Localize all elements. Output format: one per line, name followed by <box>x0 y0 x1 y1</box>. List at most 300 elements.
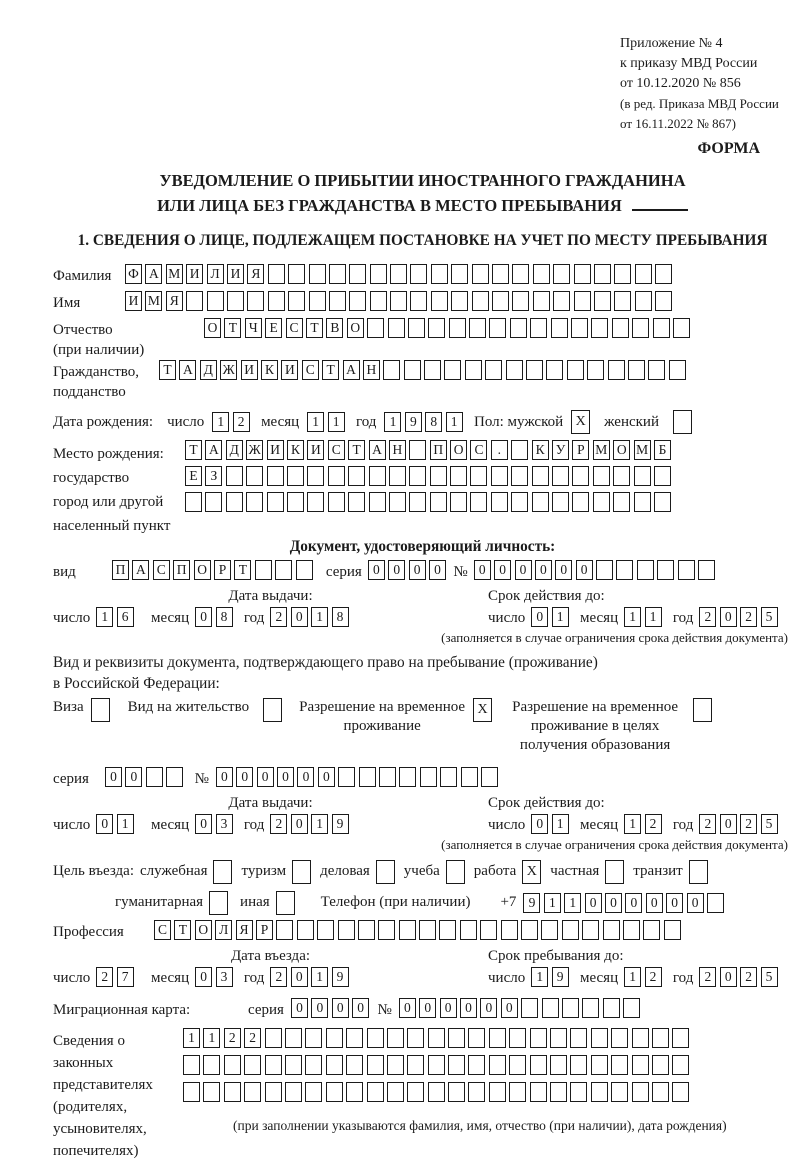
char-box[interactable] <box>628 360 645 380</box>
char-box[interactable]: 1 <box>183 1028 200 1048</box>
char-box[interactable]: 8 <box>332 607 349 627</box>
char-box[interactable]: 1 <box>96 607 113 627</box>
char-box[interactable] <box>491 466 508 486</box>
char-box[interactable]: 0 <box>585 893 602 913</box>
char-box[interactable] <box>542 998 559 1018</box>
char-box[interactable] <box>389 466 406 486</box>
char-box[interactable] <box>521 920 538 940</box>
char-box[interactable] <box>285 1082 302 1102</box>
char-box[interactable] <box>203 1055 220 1075</box>
char-box[interactable]: 1 <box>203 1028 220 1048</box>
char-box[interactable]: 2 <box>740 607 757 627</box>
char-box[interactable]: 2 <box>270 607 287 627</box>
char-box[interactable] <box>265 1028 282 1048</box>
char-box[interactable]: 2 <box>699 814 716 834</box>
char-box[interactable] <box>669 360 686 380</box>
char-box[interactable]: 9 <box>332 814 349 834</box>
char-box[interactable]: 3 <box>216 967 233 987</box>
char-box[interactable] <box>288 291 305 311</box>
char-box[interactable] <box>267 492 284 512</box>
char-box[interactable] <box>305 1028 322 1048</box>
char-box[interactable]: Н <box>389 440 406 460</box>
char-box[interactable]: Ф <box>125 264 142 284</box>
char-box[interactable] <box>489 1028 506 1048</box>
char-box[interactable] <box>460 920 477 940</box>
char-box[interactable] <box>430 492 447 512</box>
char-box[interactable] <box>450 466 467 486</box>
char-box[interactable] <box>349 291 366 311</box>
char-box[interactable]: 1 <box>446 412 463 432</box>
char-box[interactable] <box>428 1055 445 1075</box>
char-box[interactable] <box>591 1082 608 1102</box>
char-box[interactable] <box>387 1055 404 1075</box>
char-box[interactable] <box>227 291 244 311</box>
char-box[interactable]: 9 <box>332 967 349 987</box>
char-box[interactable]: Я <box>247 264 264 284</box>
char-box[interactable] <box>591 1028 608 1048</box>
char-box[interactable] <box>378 920 395 940</box>
char-box[interactable] <box>489 1055 506 1075</box>
char-box[interactable] <box>468 1082 485 1102</box>
char-box[interactable]: 1 <box>311 967 328 987</box>
char-box[interactable] <box>186 291 203 311</box>
char-box[interactable]: 2 <box>699 607 716 627</box>
char-box[interactable] <box>399 767 416 787</box>
char-box[interactable]: 0 <box>501 998 518 1018</box>
char-box[interactable]: 1 <box>212 412 229 432</box>
char-box[interactable]: 6 <box>117 607 134 627</box>
char-box[interactable] <box>553 291 570 311</box>
char-box[interactable] <box>648 360 665 380</box>
char-box[interactable] <box>603 920 620 940</box>
char-box[interactable] <box>407 1082 424 1102</box>
char-box[interactable] <box>611 1055 628 1075</box>
char-box[interactable] <box>309 291 326 311</box>
checkbox-humanitarian[interactable] <box>209 891 228 915</box>
char-box[interactable]: 2 <box>645 967 662 987</box>
char-box[interactable] <box>511 466 528 486</box>
char-box[interactable]: 0 <box>535 560 552 580</box>
char-box[interactable] <box>359 767 376 787</box>
char-box[interactable] <box>591 1055 608 1075</box>
char-box[interactable] <box>593 492 610 512</box>
char-box[interactable] <box>634 492 651 512</box>
char-box[interactable]: О <box>194 560 211 580</box>
char-box[interactable]: 0 <box>419 998 436 1018</box>
char-box[interactable] <box>506 360 523 380</box>
char-box[interactable]: Н <box>363 360 380 380</box>
char-box[interactable]: М <box>634 440 651 460</box>
char-box[interactable] <box>470 492 487 512</box>
char-box[interactable]: 1 <box>328 412 345 432</box>
char-box[interactable]: 0 <box>605 893 622 913</box>
char-box[interactable] <box>440 767 457 787</box>
char-box[interactable]: 0 <box>720 814 737 834</box>
char-box[interactable]: 0 <box>195 814 212 834</box>
char-box[interactable]: И <box>307 440 324 460</box>
char-box[interactable] <box>383 360 400 380</box>
char-box[interactable]: 0 <box>297 767 314 787</box>
checkbox-study[interactable] <box>446 860 465 884</box>
char-box[interactable]: 0 <box>555 560 572 580</box>
char-box[interactable]: А <box>179 360 196 380</box>
char-box[interactable]: 0 <box>646 893 663 913</box>
char-box[interactable] <box>655 291 672 311</box>
char-box[interactable] <box>205 492 222 512</box>
char-box[interactable]: К <box>261 360 278 380</box>
char-box[interactable] <box>594 291 611 311</box>
char-box[interactable]: С <box>470 440 487 460</box>
char-box[interactable]: П <box>173 560 190 580</box>
char-box[interactable] <box>552 492 569 512</box>
char-box[interactable] <box>326 1055 343 1075</box>
char-box[interactable] <box>428 1082 445 1102</box>
char-box[interactable]: 0 <box>291 967 308 987</box>
char-box[interactable]: Т <box>159 360 176 380</box>
char-box[interactable] <box>448 1082 465 1102</box>
char-box[interactable] <box>572 466 589 486</box>
char-box[interactable] <box>530 1055 547 1075</box>
char-box[interactable] <box>268 291 285 311</box>
char-box[interactable]: Т <box>185 440 202 460</box>
char-box[interactable]: 9 <box>552 967 569 987</box>
char-box[interactable] <box>285 1028 302 1048</box>
char-box[interactable]: 1 <box>564 893 581 913</box>
char-box[interactable] <box>562 998 579 1018</box>
char-box[interactable] <box>623 920 640 940</box>
char-box[interactable] <box>367 1028 384 1048</box>
char-box[interactable] <box>574 291 591 311</box>
char-box[interactable]: 0 <box>399 998 416 1018</box>
char-box[interactable]: А <box>369 440 386 460</box>
char-box[interactable] <box>532 466 549 486</box>
char-box[interactable] <box>572 492 589 512</box>
char-box[interactable]: П <box>112 560 129 580</box>
char-box[interactable]: Е <box>265 318 282 338</box>
char-box[interactable]: 8 <box>425 412 442 432</box>
char-box[interactable] <box>611 1028 628 1048</box>
char-box[interactable]: 0 <box>388 560 405 580</box>
char-box[interactable]: Т <box>322 360 339 380</box>
char-box[interactable] <box>390 291 407 311</box>
char-box[interactable] <box>431 291 448 311</box>
char-box[interactable] <box>428 318 445 338</box>
char-box[interactable]: М <box>166 264 183 284</box>
char-box[interactable]: М <box>145 291 162 311</box>
char-box[interactable] <box>509 1055 526 1075</box>
char-box[interactable]: Е <box>185 466 202 486</box>
char-box[interactable] <box>349 264 366 284</box>
char-box[interactable]: М <box>593 440 610 460</box>
char-box[interactable]: А <box>132 560 149 580</box>
char-box[interactable]: Т <box>224 318 241 338</box>
char-box[interactable] <box>530 1028 547 1048</box>
char-box[interactable] <box>707 893 724 913</box>
char-box[interactable]: Р <box>256 920 273 940</box>
char-box[interactable]: 5 <box>761 607 778 627</box>
char-box[interactable]: Ч <box>245 318 262 338</box>
char-box[interactable]: 0 <box>576 560 593 580</box>
char-box[interactable] <box>297 920 314 940</box>
char-box[interactable] <box>672 1082 689 1102</box>
char-box[interactable] <box>613 492 630 512</box>
char-box[interactable] <box>370 264 387 284</box>
char-box[interactable] <box>448 1055 465 1075</box>
char-box[interactable] <box>338 767 355 787</box>
char-box[interactable]: 7 <box>117 967 134 987</box>
checkbox-transit[interactable] <box>689 860 708 884</box>
char-box[interactable] <box>673 318 690 338</box>
char-box[interactable] <box>611 1082 628 1102</box>
char-box[interactable]: Д <box>200 360 217 380</box>
char-box[interactable] <box>652 1082 669 1102</box>
char-box[interactable] <box>553 264 570 284</box>
char-box[interactable] <box>512 264 529 284</box>
char-box[interactable]: 0 <box>216 767 233 787</box>
checkbox-male[interactable]: X <box>571 410 590 434</box>
char-box[interactable] <box>370 291 387 311</box>
char-box[interactable]: 2 <box>224 1028 241 1048</box>
char-box[interactable] <box>550 1028 567 1048</box>
char-box[interactable] <box>533 291 550 311</box>
char-box[interactable]: 8 <box>216 607 233 627</box>
char-box[interactable]: 0 <box>368 560 385 580</box>
char-box[interactable]: К <box>532 440 549 460</box>
char-box[interactable] <box>285 1055 302 1075</box>
char-box[interactable] <box>409 466 426 486</box>
char-box[interactable]: И <box>241 360 258 380</box>
char-box[interactable]: 1 <box>117 814 134 834</box>
char-box[interactable]: О <box>347 318 364 338</box>
char-box[interactable]: 0 <box>480 998 497 1018</box>
char-box[interactable] <box>582 998 599 1018</box>
char-box[interactable]: 0 <box>625 893 642 913</box>
char-box[interactable] <box>255 560 272 580</box>
checkbox-residence-permit[interactable] <box>263 698 282 722</box>
char-box[interactable]: 0 <box>257 767 274 787</box>
char-box[interactable] <box>550 1082 567 1102</box>
char-box[interactable] <box>655 264 672 284</box>
char-box[interactable] <box>346 1055 363 1075</box>
char-box[interactable]: 0 <box>236 767 253 787</box>
char-box[interactable] <box>635 264 652 284</box>
char-box[interactable] <box>501 920 518 940</box>
char-box[interactable] <box>613 466 630 486</box>
char-box[interactable] <box>439 920 456 940</box>
char-box[interactable] <box>420 767 437 787</box>
char-box[interactable]: Р <box>572 440 589 460</box>
char-box[interactable]: Л <box>215 920 232 940</box>
char-box[interactable]: 0 <box>666 893 683 913</box>
char-box[interactable]: 2 <box>270 814 287 834</box>
char-box[interactable] <box>632 1055 649 1075</box>
char-box[interactable] <box>637 560 654 580</box>
char-box[interactable]: 2 <box>740 967 757 987</box>
char-box[interactable] <box>541 920 558 940</box>
char-box[interactable] <box>449 318 466 338</box>
char-box[interactable]: 0 <box>291 814 308 834</box>
char-box[interactable] <box>652 1055 669 1075</box>
char-box[interactable] <box>183 1082 200 1102</box>
char-box[interactable]: 1 <box>311 607 328 627</box>
char-box[interactable] <box>652 1028 669 1048</box>
char-box[interactable]: 0 <box>440 998 457 1018</box>
char-box[interactable]: 2 <box>270 967 287 987</box>
checkbox-business[interactable] <box>376 860 395 884</box>
char-box[interactable]: 5 <box>761 967 778 987</box>
char-box[interactable] <box>369 466 386 486</box>
char-box[interactable] <box>472 291 489 311</box>
char-box[interactable] <box>268 264 285 284</box>
char-box[interactable]: 0 <box>195 607 212 627</box>
char-box[interactable] <box>246 492 263 512</box>
char-box[interactable]: С <box>153 560 170 580</box>
char-box[interactable]: 1 <box>307 412 324 432</box>
char-box[interactable]: 0 <box>277 767 294 787</box>
char-box[interactable]: 1 <box>624 607 641 627</box>
char-box[interactable]: 0 <box>96 814 113 834</box>
char-box[interactable] <box>369 492 386 512</box>
char-box[interactable]: 0 <box>318 767 335 787</box>
char-box[interactable] <box>379 767 396 787</box>
char-box[interactable]: Т <box>348 440 365 460</box>
char-box[interactable] <box>329 264 346 284</box>
char-box[interactable]: 0 <box>352 998 369 1018</box>
char-box[interactable] <box>492 291 509 311</box>
char-box[interactable] <box>224 1082 241 1102</box>
char-box[interactable]: 9 <box>405 412 422 432</box>
checkbox-temp-residence[interactable]: X <box>473 698 492 722</box>
char-box[interactable]: 0 <box>720 607 737 627</box>
char-box[interactable]: 0 <box>332 998 349 1018</box>
char-box[interactable]: . <box>491 440 508 460</box>
char-box[interactable] <box>431 264 448 284</box>
char-box[interactable] <box>428 1028 445 1048</box>
char-box[interactable]: 0 <box>105 767 122 787</box>
char-box[interactable] <box>389 492 406 512</box>
char-box[interactable]: 1 <box>384 412 401 432</box>
char-box[interactable] <box>511 440 528 460</box>
char-box[interactable] <box>265 1055 282 1075</box>
char-box[interactable] <box>526 360 543 380</box>
char-box[interactable] <box>481 767 498 787</box>
char-box[interactable]: 0 <box>409 560 426 580</box>
char-box[interactable] <box>367 318 384 338</box>
char-box[interactable] <box>408 318 425 338</box>
char-box[interactable] <box>546 360 563 380</box>
char-box[interactable]: 5 <box>761 814 778 834</box>
char-box[interactable] <box>530 1082 547 1102</box>
char-box[interactable] <box>614 291 631 311</box>
char-box[interactable]: 1 <box>544 893 561 913</box>
char-box[interactable] <box>616 560 633 580</box>
char-box[interactable] <box>632 318 649 338</box>
char-box[interactable] <box>570 1082 587 1102</box>
char-box[interactable] <box>450 492 467 512</box>
char-box[interactable]: 1 <box>552 607 569 627</box>
char-box[interactable] <box>307 492 324 512</box>
char-box[interactable] <box>468 1028 485 1048</box>
char-box[interactable] <box>509 1028 526 1048</box>
char-box[interactable] <box>512 291 529 311</box>
char-box[interactable]: Я <box>236 920 253 940</box>
char-box[interactable] <box>596 560 613 580</box>
char-box[interactable] <box>146 767 163 787</box>
checkbox-work[interactable]: X <box>522 860 541 884</box>
char-box[interactable] <box>593 466 610 486</box>
char-box[interactable] <box>448 1028 465 1048</box>
char-box[interactable]: 1 <box>311 814 328 834</box>
char-box[interactable] <box>166 767 183 787</box>
char-box[interactable] <box>570 1055 587 1075</box>
char-box[interactable]: 0 <box>494 560 511 580</box>
checkbox-official[interactable] <box>213 860 232 884</box>
char-box[interactable] <box>657 560 674 580</box>
char-box[interactable] <box>267 466 284 486</box>
char-box[interactable] <box>207 291 224 311</box>
char-box[interactable]: 0 <box>195 967 212 987</box>
char-box[interactable]: 0 <box>474 560 491 580</box>
char-box[interactable] <box>491 492 508 512</box>
char-box[interactable] <box>654 466 671 486</box>
char-box[interactable] <box>409 492 426 512</box>
char-box[interactable] <box>326 1028 343 1048</box>
char-box[interactable]: О <box>450 440 467 460</box>
char-box[interactable] <box>678 560 695 580</box>
char-box[interactable]: Ж <box>246 440 263 460</box>
char-box[interactable] <box>489 1082 506 1102</box>
char-box[interactable] <box>570 1028 587 1048</box>
checkbox-visa[interactable] <box>91 698 110 722</box>
char-box[interactable] <box>226 466 243 486</box>
char-box[interactable]: У <box>552 440 569 460</box>
char-box[interactable]: 0 <box>531 607 548 627</box>
char-box[interactable]: И <box>281 360 298 380</box>
char-box[interactable] <box>532 492 549 512</box>
char-box[interactable] <box>643 920 660 940</box>
char-box[interactable] <box>399 920 416 940</box>
char-box[interactable] <box>246 466 263 486</box>
char-box[interactable]: 0 <box>291 998 308 1018</box>
char-box[interactable]: С <box>302 360 319 380</box>
char-box[interactable]: 1 <box>552 814 569 834</box>
char-box[interactable] <box>582 920 599 940</box>
char-box[interactable]: 0 <box>429 560 446 580</box>
char-box[interactable] <box>480 920 497 940</box>
char-box[interactable] <box>346 1028 363 1048</box>
char-box[interactable] <box>632 1028 649 1048</box>
char-box[interactable]: Р <box>214 560 231 580</box>
char-box[interactable] <box>307 466 324 486</box>
char-box[interactable] <box>461 767 478 787</box>
char-box[interactable] <box>409 440 426 460</box>
char-box[interactable]: С <box>154 920 171 940</box>
char-box[interactable] <box>183 1055 200 1075</box>
char-box[interactable]: 0 <box>291 607 308 627</box>
char-box[interactable] <box>407 1055 424 1075</box>
char-box[interactable] <box>348 492 365 512</box>
char-box[interactable] <box>305 1082 322 1102</box>
char-box[interactable]: 2 <box>645 814 662 834</box>
char-box[interactable] <box>358 920 375 940</box>
char-box[interactable] <box>574 264 591 284</box>
char-box[interactable] <box>562 920 579 940</box>
char-box[interactable] <box>387 1028 404 1048</box>
char-box[interactable] <box>603 998 620 1018</box>
char-box[interactable] <box>594 264 611 284</box>
char-box[interactable] <box>224 1055 241 1075</box>
char-box[interactable]: И <box>267 440 284 460</box>
